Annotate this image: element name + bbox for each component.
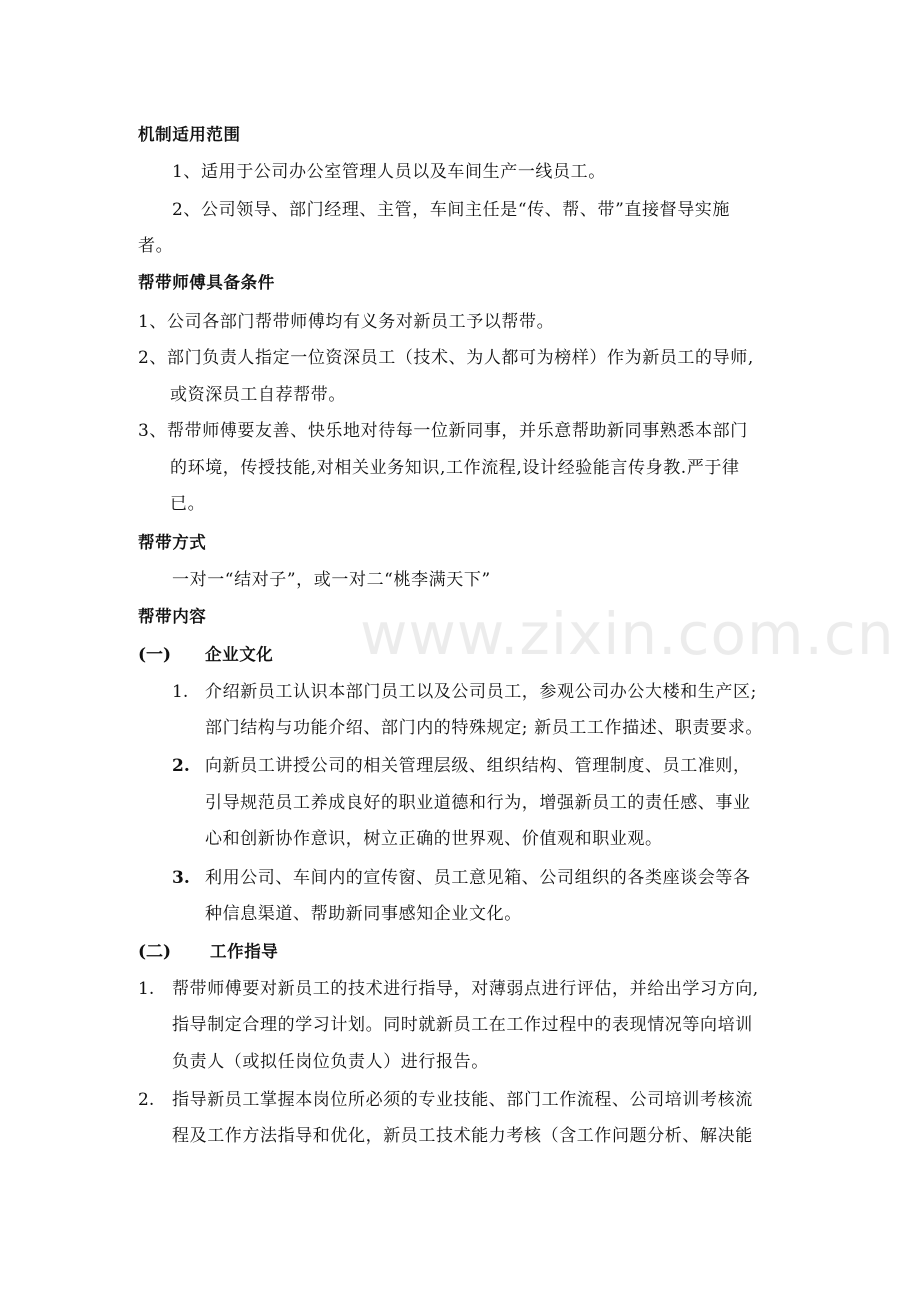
- scope-item-2: 2、公司领导、部门经理、主管，车间主任是“传、帮、带”直接督导实施: [172, 200, 730, 220]
- subsection-2-title: 工作指导: [210, 942, 279, 961]
- guidance-item-2-number: 2.: [138, 1090, 155, 1110]
- mentor-item-2-cont: 或资深员工自荐帮带。: [170, 385, 346, 405]
- guidance-item-1-number: 1.: [138, 979, 155, 999]
- culture-item-1: 介绍新员工认识本部门员工以及公司员工，参观公司办公大楼和生产区;: [205, 682, 757, 702]
- guidance-item-1-cont: 指导制定合理的学习计划。同时就新员工在工作过程中的表现情况等向培训: [172, 1015, 753, 1035]
- scope-heading: 机制适用范围: [138, 125, 241, 144]
- guidance-item-1: 帮带师傅要对新员工的技术进行指导，对薄弱点进行评估，并给出学习方向,: [172, 979, 759, 999]
- culture-item-3-cont: 种信息渠道、帮助新同事感知企业文化。: [205, 904, 522, 924]
- mentor-item-1: 1、公司各部门帮带师傅均有义务对新员工予以帮带。: [138, 312, 555, 332]
- culture-item-1-cont: 部门结构与功能介绍、部门内的特殊规定; 新员工工作描述、职责要求。: [205, 718, 763, 738]
- guidance-item-2-cont: 程及工作方法指导和优化，新员工技术能力考核（含工作问题分析、解决能: [172, 1126, 753, 1146]
- mentor-heading: 帮带师傅具备条件: [138, 273, 275, 292]
- method-text: 一对一“结对子”，或一对二“桃李满天下”: [172, 570, 491, 590]
- content-heading: 帮带内容: [138, 607, 207, 626]
- mentor-item-3: 3、帮带师傅要友善、快乐地对待每一位新同事，并乐意帮助新同事熟悉本部门: [138, 421, 748, 441]
- culture-item-2-cont2: 心和创新协作意识，树立正确的世界观、价值观和职业观。: [205, 829, 663, 849]
- subsection-1-title: 企业文化: [205, 645, 274, 664]
- mentor-item-3-cont2: 已。: [170, 494, 206, 514]
- mentor-item-3-cont: 的环境，传授技能,对相关业务知识,工作流程,设计经验能言传身教.严于律: [170, 458, 740, 478]
- culture-item-3-number: 3.: [172, 868, 190, 888]
- subsection-2-label: (二): [138, 942, 172, 962]
- guidance-item-1-cont2: 负责人（或拟任岗位负责人）进行报告。: [172, 1052, 489, 1072]
- method-heading: 帮带方式: [138, 533, 207, 552]
- scope-item-2-cont: 者。: [138, 236, 174, 256]
- culture-item-2-cont: 引导规范员工养成良好的职业道德和行为，增强新员工的责任感、事业: [205, 793, 751, 813]
- guidance-item-2: 指导新员工掌握本岗位所必须的专业技能、部门工作流程、公司培训考核流: [172, 1090, 753, 1110]
- watermark: www.zixin.com.cn: [360, 600, 895, 668]
- culture-item-1-number: 1.: [172, 682, 189, 702]
- culture-item-2: 向新员工讲授公司的相关管理层级、组织结构、管理制度、员工准则，: [205, 756, 751, 776]
- culture-item-2-number: 2.: [172, 756, 190, 776]
- culture-item-3: 利用公司、车间内的宣传窗、员工意见箱、公司组织的各类座谈会等各: [205, 868, 751, 888]
- subsection-1-label: (一): [138, 645, 172, 665]
- mentor-item-2: 2、部门负责人指定一位资深员工（技术、为人都可为榜样）作为新员工的导师,: [138, 348, 754, 368]
- scope-item-1: 1、适用于公司办公室管理人员以及车间生产一线员工。: [172, 162, 606, 182]
